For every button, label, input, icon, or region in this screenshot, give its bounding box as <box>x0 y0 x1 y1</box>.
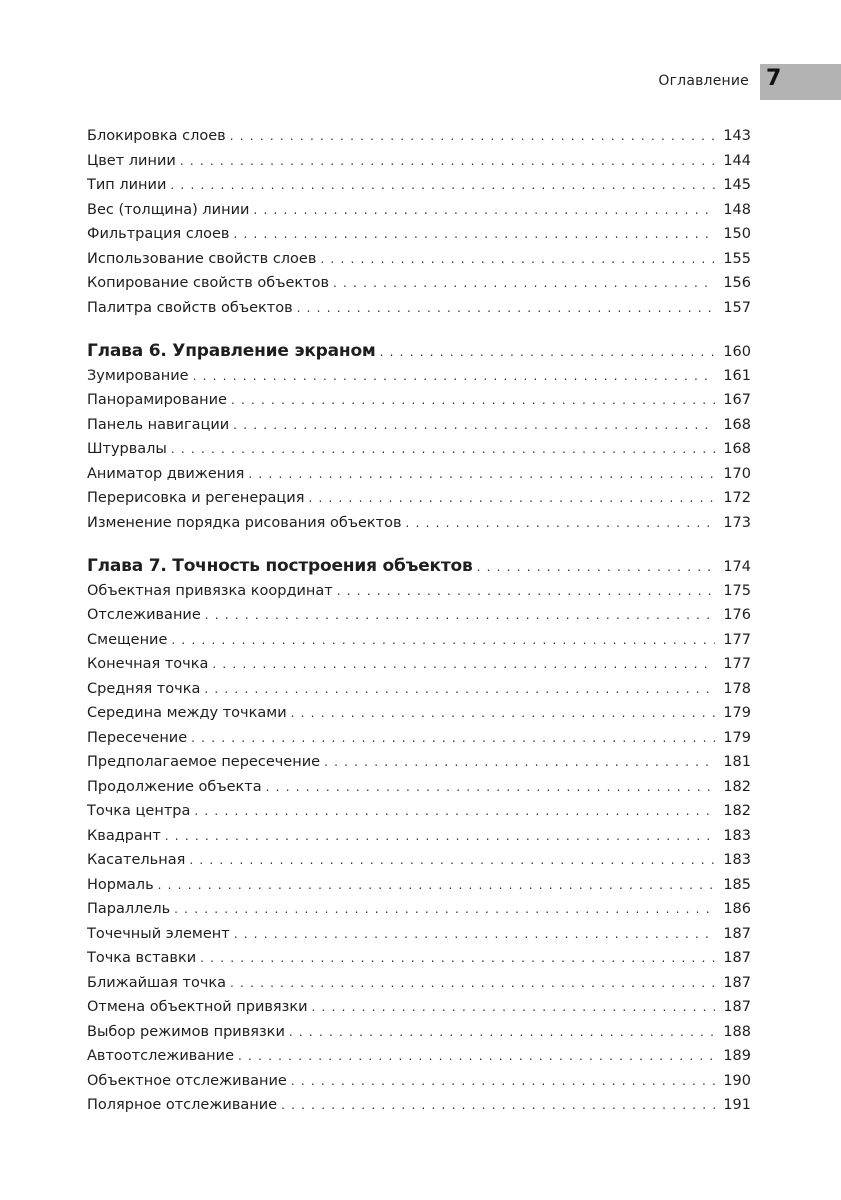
toc-entry[interactable] <box>87 364 751 389</box>
toc-entry-page: 168 <box>723 416 751 433</box>
dot-leader <box>194 799 715 824</box>
dot-leader <box>333 271 715 296</box>
toc-entry-page: 188 <box>723 1023 751 1040</box>
toc-entry[interactable] <box>87 511 751 536</box>
dot-leader <box>174 897 715 922</box>
toc-entry-page: 143 <box>723 128 751 144</box>
toc-entry[interactable] <box>87 247 751 272</box>
toc-entry[interactable] <box>87 437 751 462</box>
running-header-title: Оглавление <box>658 73 749 89</box>
toc-entry[interactable] <box>87 388 751 413</box>
toc-entry[interactable] <box>87 579 751 604</box>
toc-entry[interactable] <box>87 628 751 653</box>
toc-entry[interactable] <box>87 198 751 223</box>
dot-leader <box>291 701 715 726</box>
toc-entry[interactable] <box>87 677 751 702</box>
dot-leader <box>406 511 715 536</box>
toc-entry-title: Объектное отслеживание <box>87 1072 287 1089</box>
dot-leader <box>158 873 715 898</box>
toc-entry-page: 185 <box>723 876 751 893</box>
toc-entry-page: 145 <box>723 177 751 193</box>
table-of-contents <box>87 124 751 1118</box>
dot-leader <box>193 364 715 389</box>
toc-entry-title: Вес (толщина) линии <box>87 201 250 218</box>
dot-leader <box>231 388 715 413</box>
toc-entry-page: 177 <box>723 656 751 672</box>
toc-entry-title: Пересечение <box>87 729 188 746</box>
toc-entry-page: 189 <box>723 1048 751 1064</box>
dot-leader <box>477 555 715 580</box>
toc-entry[interactable] <box>87 873 751 898</box>
dot-leader <box>180 149 715 174</box>
toc-entry-title: Копирование свойств объектов <box>87 275 329 291</box>
toc-entry-page: 167 <box>723 392 751 408</box>
dot-leader <box>200 946 715 971</box>
toc-entry-page: 182 <box>723 778 751 795</box>
dot-leader <box>248 462 715 487</box>
dot-leader <box>230 124 715 149</box>
toc-entry[interactable] <box>87 726 751 751</box>
toc-entry-page: 190 <box>723 1072 751 1089</box>
toc-chapter-title: Глава 7. Точность построения объектов <box>87 556 473 576</box>
dot-leader <box>165 824 715 849</box>
dot-leader <box>204 677 715 702</box>
toc-entry-title: Цвет линии <box>87 152 176 169</box>
dot-leader <box>191 726 715 751</box>
toc-entry-page: 168 <box>723 441 751 457</box>
toc-entry-page: 155 <box>723 250 751 267</box>
toc-entry-page: 179 <box>723 705 751 721</box>
toc-section-chapter-7 <box>87 579 751 1118</box>
toc-entry-page: 187 <box>723 950 751 966</box>
toc-entry-title: Касательная <box>87 852 186 868</box>
page-number: 7 <box>766 66 782 91</box>
toc-entry-title: Отмена объектной привязки <box>87 999 308 1015</box>
toc-chapter-page: 174 <box>723 559 751 575</box>
toc-entry[interactable] <box>87 799 751 824</box>
toc-entry-title: Панель навигации <box>87 416 230 433</box>
toc-entry-title: Ближайшая точка <box>87 974 227 991</box>
toc-entry-title: Штурвалы <box>87 441 167 457</box>
toc-entry[interactable] <box>87 271 751 296</box>
toc-chapter-6-heading[interactable] <box>87 339 751 364</box>
toc-entry-title: Фильтрация слоев <box>87 226 230 242</box>
toc-entry[interactable] <box>87 462 751 487</box>
toc-entry[interactable] <box>87 897 751 922</box>
dot-leader <box>281 1093 715 1118</box>
toc-entry-title: Параллель <box>87 901 171 917</box>
toc-entry-title: Выбор режимов привязки <box>87 1023 285 1040</box>
dot-leader <box>189 848 715 873</box>
toc-entry-title: Изменение порядка рисования объектов <box>87 514 402 531</box>
toc-entry[interactable] <box>87 652 751 677</box>
toc-entry[interactable] <box>87 1020 751 1045</box>
dot-leader <box>320 247 715 272</box>
toc-section-intro <box>87 124 751 320</box>
toc-entry-page: 176 <box>723 607 751 623</box>
toc-entry-page: 156 <box>723 275 751 291</box>
toc-entry-page: 191 <box>723 1097 751 1113</box>
dot-leader <box>170 173 715 198</box>
toc-entry-page: 187 <box>723 999 751 1015</box>
toc-entry-page: 181 <box>723 754 751 770</box>
toc-entry-title: Палитра свойств объектов <box>87 299 293 316</box>
toc-entry-title: Нормаль <box>87 876 154 893</box>
toc-entry-page: 148 <box>723 201 751 218</box>
dot-leader <box>238 1044 715 1069</box>
toc-entry-title: Середина между точками <box>87 705 287 721</box>
toc-entry[interactable] <box>87 149 751 174</box>
toc-entry-title: Конечная точка <box>87 656 209 672</box>
toc-entry-page: 157 <box>723 299 751 316</box>
toc-entry[interactable] <box>87 486 751 511</box>
dot-leader <box>312 995 715 1020</box>
dot-leader <box>233 413 715 438</box>
toc-chapter-7-heading[interactable] <box>87 554 751 579</box>
toc-entry-title: Перерисовка и регенерация <box>87 490 305 506</box>
toc-entry[interactable] <box>87 922 751 947</box>
toc-entry-page: 187 <box>723 925 751 942</box>
toc-entry-page: 177 <box>723 631 751 648</box>
toc-entry-title: Продолжение объекта <box>87 778 262 795</box>
toc-entry-page: 187 <box>723 974 751 991</box>
dot-leader <box>212 652 715 677</box>
toc-entry-page: 182 <box>723 803 751 819</box>
dot-leader <box>205 603 715 628</box>
toc-entry-title: Зумирование <box>87 367 189 384</box>
toc-entry[interactable] <box>87 1044 751 1069</box>
toc-entry[interactable] <box>87 701 751 726</box>
toc-entry[interactable] <box>87 413 751 438</box>
toc-chapter-title: Глава 6. Управление экраном <box>87 341 376 361</box>
toc-entry-title: Точка центра <box>87 803 191 819</box>
dot-leader <box>289 1020 715 1045</box>
dot-leader <box>233 222 715 247</box>
toc-entry[interactable] <box>87 296 751 321</box>
toc-entry-page: 175 <box>723 582 751 599</box>
dot-leader <box>297 296 715 321</box>
dot-leader <box>291 1069 715 1094</box>
toc-entry-page: 170 <box>723 465 751 482</box>
toc-entry-title: Использование свойств слоев <box>87 250 317 267</box>
toc-entry-title: Автоотслеживание <box>87 1048 235 1064</box>
toc-entry-page: 178 <box>723 680 751 697</box>
toc-entry-title: Блокировка слоев <box>87 128 226 144</box>
page-number-tab <box>760 64 841 100</box>
toc-entry[interactable] <box>87 124 751 149</box>
toc-chapter-page: 160 <box>723 344 751 360</box>
toc-entry-page: 172 <box>723 490 751 506</box>
toc-entry[interactable] <box>87 1069 751 1094</box>
toc-entry-title: Предполагаемое пересечение <box>87 754 321 770</box>
toc-entry-title: Точечный элемент <box>87 925 230 942</box>
toc-entry-page: 183 <box>723 827 751 844</box>
toc-entry-title: Аниматор движения <box>87 465 245 482</box>
dot-leader <box>171 628 715 653</box>
toc-entry-title: Тип линии <box>87 177 167 193</box>
dot-leader <box>253 198 715 223</box>
toc-entry-page: 150 <box>723 226 751 242</box>
toc-entry-title: Квадрант <box>87 827 161 844</box>
toc-entry-page: 183 <box>723 852 751 868</box>
dot-leader <box>337 579 715 604</box>
toc-entry-title: Полярное отслеживание <box>87 1097 278 1113</box>
dot-leader <box>324 750 715 775</box>
toc-entry-page: 173 <box>723 514 751 531</box>
toc-entry[interactable] <box>87 824 751 849</box>
dot-leader <box>230 971 715 996</box>
dot-leader <box>266 775 715 800</box>
toc-entry[interactable] <box>87 946 751 971</box>
toc-entry[interactable] <box>87 750 751 775</box>
toc-entry[interactable] <box>87 173 751 198</box>
toc-entry-title: Объектная привязка координат <box>87 582 333 599</box>
toc-entry-title: Средняя точка <box>87 680 201 697</box>
dot-leader <box>171 437 715 462</box>
toc-entry[interactable] <box>87 775 751 800</box>
dot-leader <box>380 340 715 365</box>
dot-leader <box>308 486 715 511</box>
dot-leader <box>234 922 715 947</box>
toc-entry-title: Точка вставки <box>87 950 197 966</box>
toc-section-chapter-6 <box>87 364 751 536</box>
toc-entry[interactable] <box>87 1093 751 1118</box>
toc-entry[interactable] <box>87 971 751 996</box>
toc-entry-title: Отслеживание <box>87 607 201 623</box>
toc-entry[interactable] <box>87 603 751 628</box>
toc-entry[interactable] <box>87 995 751 1020</box>
toc-entry-page: 161 <box>723 367 751 384</box>
toc-entry-page: 144 <box>723 152 751 169</box>
toc-entry-page: 186 <box>723 901 751 917</box>
toc-entry[interactable] <box>87 222 751 247</box>
toc-entry-title: Панорамирование <box>87 392 227 408</box>
toc-entry[interactable] <box>87 848 751 873</box>
toc-entry-title: Смещение <box>87 631 168 648</box>
toc-entry-page: 179 <box>723 729 751 746</box>
